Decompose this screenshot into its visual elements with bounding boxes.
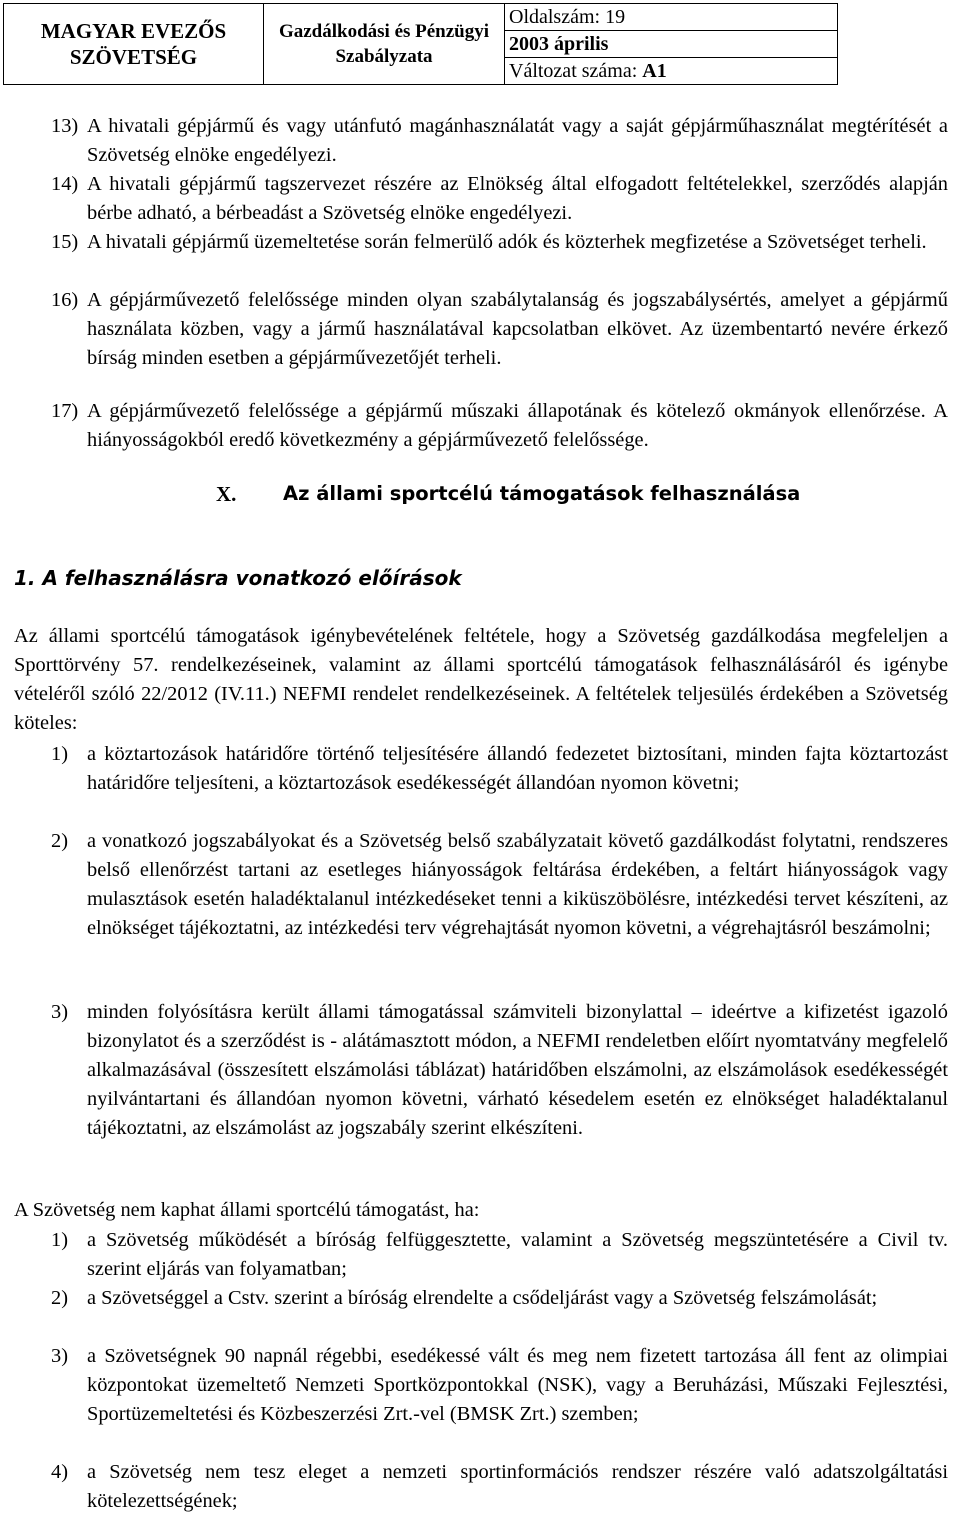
exclusion-intro: A Szövetség nem kaphat állami sportcélú támogatást, ha: [14,1199,480,1221]
chapter-title: Az állami sportcélú támogatások felhasználása [283,482,801,505]
exclusion-number: 1) [51,1229,68,1251]
exclusion-text: a Szövetség működését a bíróság felfüggesztette, valamint a Szövetség megszüntetésére a Civil tv. szerint eljárás van folyamatban; [87,1229,948,1280]
rule-text: A gépjárművezető felelőssége a gépjármű műszaki állapotának és kötelező okmányok ellenőrzése. A hiányosságokból eredő következmény a gépjárművezető felelőssége. [87,400,948,451]
document-header [3,3,838,85]
rule-item [14,228,948,257]
document-date-value: 2003 április [509,33,609,55]
organization-name-line1: MAGYAR EVEZŐS [40,19,227,43]
version-cell [505,58,838,85]
rule-number: 14) [51,173,79,195]
rule-number: 17) [51,400,79,422]
page-number: Oldalszám: 19 [505,4,838,31]
rule-number: 16) [51,289,79,311]
exclusion-text: a Szövetség nem tesz eleget a nemzeti sportinformációs rendszer részére való adatszolgáltatási kötelezettségének; [87,1461,948,1512]
exclusion-text: a Szövetséggel a Cstv. szerint a bíróság elrendelte a csődeljárást vagy a Szövetség felszámolását; [87,1287,878,1309]
obligation-number: 3) [51,1001,68,1023]
exclusion-item [14,1284,948,1313]
rule-text: A hivatali gépjármű és vagy utánfutó magánhasználatát vagy a saját gépjárműhasználat megtérítését a Szövetség elnöke engedélyezi. [87,115,948,166]
organization-name [4,4,264,85]
rule-text: A gépjárművezető felelőssége minden olyan szabálytalanság és jogszabálysértés, amelyet a gépjármű használata közben, vagy a jármű használatával kapcsolatban elkövet. Az üzembentartó nevére érkező bírság minden esetben a gépjárművezetőjét terheli. [87,289,948,369]
rule-text: A hivatali gépjármű üzemeltetése során felmerülő adók és közterhek megfizetése a Szövetséget terheli. [87,231,927,253]
obligation-item [14,998,948,1143]
regulation-title-line1: Gazdálkodási és Pénzügyi [278,21,490,42]
obligation-text: a vonatkozó jogszabályokat és a Szövetség belső szabályzatait követő gazdálkodást folytatni, rendszeres belső ellenőrzést tartani az esetleges hiányosságok feltárása érdekében, a feltárt hiányosságok vagy mulasztások esetén haladéktalanul intézkedéseket tenni a kiküszöbölésre, intézkedési tervet készíteni, az elnökséget tájékoztatni, az intézkedési terv végrehajtását nyomon követni, a végrehajtásról beszámolni; [87,830,948,939]
rule-number: 13) [51,115,79,137]
obligation-item [14,740,948,798]
exclusion-number: 2) [51,1287,68,1309]
rule-item [14,112,948,170]
obligation-text: minden folyósításra került állami támogatással számviteli bizonylattal – ideértve a kifizetést igazoló bizonylatot és a szerződést is - alátámasztott módon, a NEFMI rendeletben előírt nyomtatvány megfelelő alkalmazásával (összesített elszámolási táblázat) határidőben elszámolni, az elszámolások esedékességét nyilvántartani és állandóan nyomon követni, várható késedelem esetén ez elnökséget haladéktalanul tájékoztatni, az elszámolást az jogszabály szerint elkészíteni. [87,1001,948,1139]
exclusion-item [14,1458,948,1516]
exclusion-item [14,1226,948,1284]
rule-item [14,286,948,373]
rule-item [14,397,948,455]
rule-text: A hivatali gépjármű tagszervezet részére az Elnökség által elfogadott feltételekkel, szerződés alapján bérbe adható, a bérbeadást a Szövetség elnöke engedélyezi. [87,173,948,224]
organization-name-line2: SZÖVETSÉG [69,45,198,69]
regulation-title [264,4,505,85]
regulation-title-line2: Szabályzata [335,46,433,67]
exclusion-text: a Szövetségnek 90 napnál régebbi, esedékessé vált és meg nem fizetett tartozása áll fent az olimpiai központokat üzemeltető Nemzeti Sportközpontokkal (NSK), vagy a Beruházási, Műszaki Fejlesztési, Sportüzemeltetési és Közbeszerzési Zrt.-vel (BMSK Zrt.) szemben; [87,1345,948,1425]
exclusion-number: 3) [51,1345,68,1367]
section-heading: 1. A felhasználásra vonatkozó előírások [14,566,462,590]
exclusion-number: 4) [51,1461,68,1483]
obligation-number: 1) [51,743,68,765]
rule-number: 15) [51,231,79,253]
intro-paragraph: Az állami sportcélú támogatások igénybevételének feltétele, hogy a Szövetség gazdálkodása megfeleljen a Sporttörvény 57. rendelkezéseinek, valamint az állami sportcélú támogatások felhasználásáról és igénybe vételéről szóló 22/2012 (IV.11.) NEFMI rendelet rendelkezéseinek. A feltételek teljesülés érdekében a Szövetség köteles: [14,625,948,734]
obligation-number: 2) [51,830,68,852]
obligation-text: a köztartozások határidőre történő teljesítésére állandó fedezetet biztosítani, minden fajta köztartozást határidőre teljesíteni, a köztartozások esedékességét állandóan nyomon követni; [87,743,948,794]
version-label: Változat száma: [509,60,638,82]
version-value: A1 [642,60,667,82]
obligation-item [14,827,948,943]
document-date [505,31,838,58]
rule-item [14,170,948,228]
exclusion-item [14,1342,948,1429]
chapter-number: X. [216,482,237,506]
